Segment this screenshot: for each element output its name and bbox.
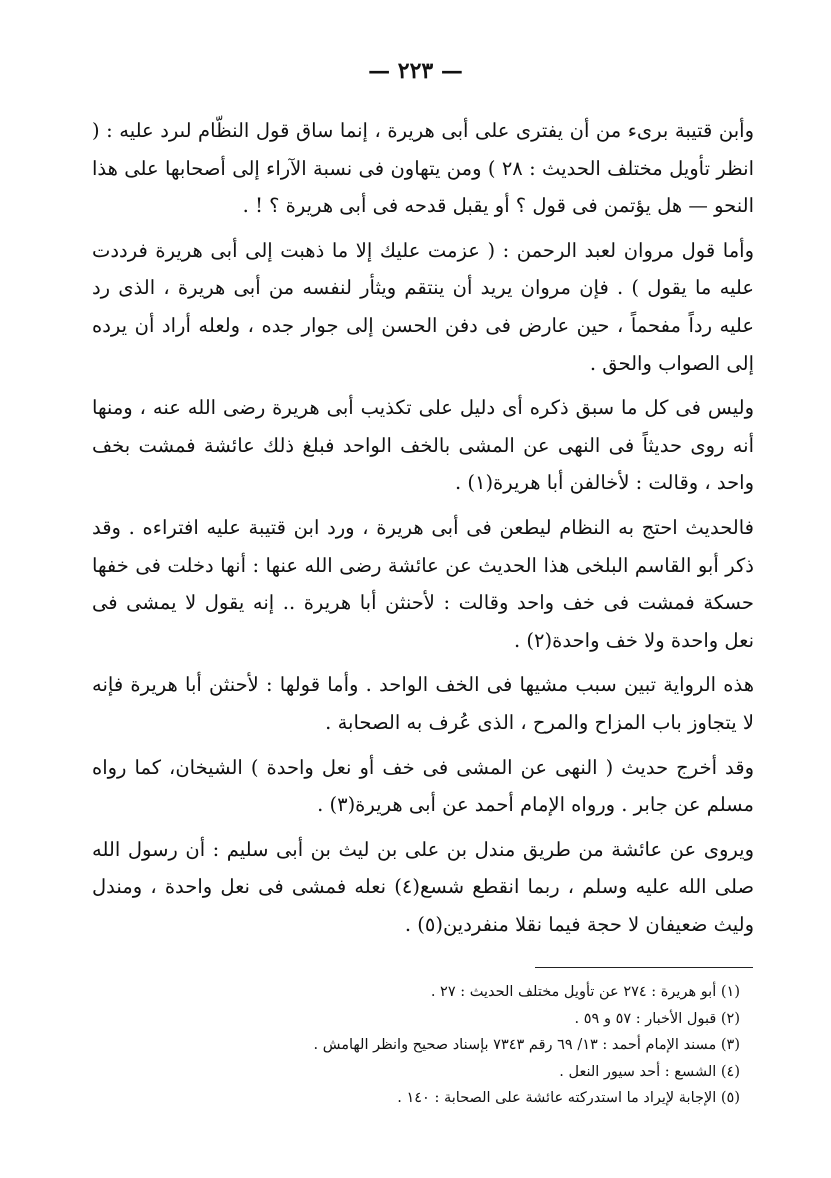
footnotes (180, 979, 740, 1112)
footnote-divider (535, 967, 753, 968)
paragraph-7: ويروى عن عائشة من طريق مندل بن على بن ليث بن أبى سليم : أن رسول الله صلى الله عليه وسلم ، ربما انقطع شسع(٤) نعله فمشى فى نعل واحدة ، ومندل وليث ضعيفان لا حجة فيما نقلا منفردين(٥) . (92, 837, 755, 936)
main-text (92, 112, 754, 943)
paragraph-4: فالحديث احتج به النظام ليطعن فى أبى هريرة ، ورد ابن قتيبة عليه افتراءه . وقد ذكر أبو القاسم البلخى هذا الحديث عن عائشة رضى الله عنها : أنها دخلت فى خفها حسكة فمشت فى خف واحد وقالت : لأحنثن أبا هريرة .. إنه يقول لا يمشى فى نعل واحدة ولا خف واحدة(٢) . (92, 515, 754, 652)
paragraph-1: وأبن قتيبة برىء من أن يفترى على أبى هريرة ، إنما ساق قول النظّام لىرد عليه : ( انظر تأويل مختلف الحديث : ٢٨ ) ومن يتهاون فى نسبة الآراء إلى أصحابها على هذا النحو — هل يؤتمن فى قول ؟ أو يقبل قدحه فى أبى هريرة ؟ ! . (92, 119, 754, 218)
footnote-4: (٤) الشسع : أحد سيور النعل . (559, 1063, 740, 1080)
page-number: — ٢٢٣ — (368, 58, 463, 84)
paragraph-6: وقد أخرج حديث ( النهى عن المشى فى خف أو نعل واحدة ) الشيخان، كما رواه مسلم عن جابر . ورواه الإمام أحمد عن أبى هريرة(٣) . (92, 755, 754, 817)
footnote-2: (٢) قبول الأخبار : ٥٧ و ٥٩ . (574, 1010, 740, 1027)
paragraph-5: هذه الرواية تبين سبب مشيها فى الخف الواحد . وأما قولها : لأحنثن أبا هريرة فإنه لا يتجاوز باب المزاح والمرح ، الذى عُرف به الصحابة . (92, 673, 754, 734)
paragraph-3: وليس فى كل ما سبق ذكره أى دليل على تكذيب أبى هريرة رضى الله عنه ، ومنها أنه روى حديثاً فى النهى عن المشى بالخف الواحد فبلغ ذلك عائشة فمشت بخف واحد ، وقالت : لأخالفن أبا هريرة(١) . (92, 396, 754, 495)
paragraph-2: وأما قول مروان لعبد الرحمن : ( عزمت عليك إلا ما ذهبت إلى أبى هريرة فرددت عليه ما يقول ) . فإن مروان يريد أن ينتقم ويثأر لنفسه من أبى هريرة ، الذى رد عليه رداً مفحماً ، حين عارض فى دفن الحسن إلى جوار جده ، ولعله أراد أن يرده إلى الصواب والحق . (92, 238, 754, 375)
footnote-5: (٥) الإجابة لإيراد ما استدركته عائشة على الصحابة : ١٤٠ . (397, 1090, 740, 1106)
footnote-1: (١) أبو هريرة : ٢٧٤ عن تأويل مختلف الحديث : ٢٧ . (430, 984, 740, 1000)
footnote-3: (٣) مسند الإمام أحمد : ١٣/ ٦٩ رقم ٧٣٤٣ بإسناد صحيح وانظر الهامش . (313, 1037, 740, 1053)
